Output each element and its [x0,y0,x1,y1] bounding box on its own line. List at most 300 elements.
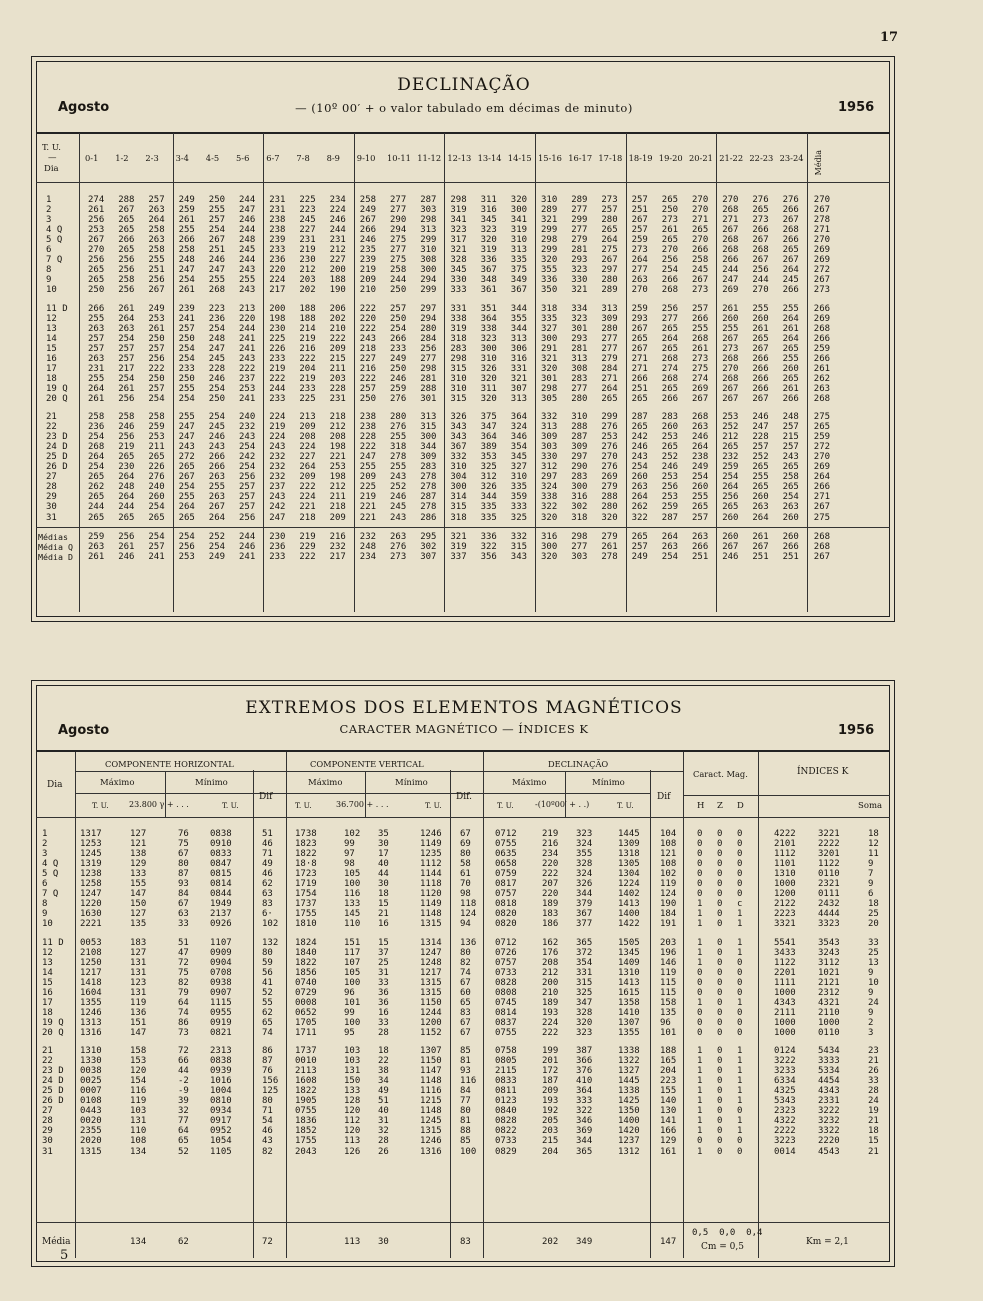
decl-value: 238 [692,452,709,463]
day-label: 23 D [42,1066,64,1077]
decl-value: 325 [480,462,497,473]
decl-value: 300 [420,432,437,443]
decl-value: 245 [390,502,407,513]
declination-value: 1318 [618,849,640,860]
decl-value: 254 [118,333,135,344]
decl-value: 236 [208,313,226,324]
carac-value: 0 [717,1056,723,1067]
decl-value: 268 [752,245,769,256]
carac-value: 0 [717,1076,723,1087]
decl-value: 324 [510,422,528,433]
decl-value: 264 [692,442,709,453]
decl-value: 318 [541,303,558,314]
decl-value: 267 [722,383,739,394]
decl-value: 361 [480,285,497,296]
decl-value: 227 [299,452,316,463]
horizontal-value: 1315 [80,1146,102,1157]
decl-value: 347 [480,422,497,433]
declination-value: 1615 [618,987,640,998]
day-label: 17 [46,363,57,374]
decl-value: 251 [208,245,226,256]
decl-value: 264 [631,492,648,503]
decl-value: 245 [782,275,799,286]
decl-value: 277 [601,343,618,354]
k-index-value: 1000 [774,987,796,998]
k-index-value: 4222 [774,829,796,839]
vertical-value: 1723 [295,869,317,880]
hour-header: 14-15 [507,153,532,163]
vertical-value: 1148 [420,909,442,920]
decl-value: 219 [359,492,377,503]
decl-value: 217 [118,363,135,374]
vertical-value: 1307 [420,1046,442,1056]
k-index-value: 4444 [818,909,840,920]
decl-value: 261 [722,303,739,314]
decl-value: 212 [329,422,346,433]
decl-value: 323 [450,225,467,236]
declination-value: 365 [576,937,593,948]
h-min-mean: 62 [178,1237,189,1247]
horizontal-value: 0919 [210,1017,232,1028]
decl-value: 319 [450,323,467,334]
decl-value: 276 [601,422,618,433]
carac-value: 0 [717,997,723,1008]
decl-value: 253 [148,313,165,324]
vertical-value: 0729 [295,987,317,998]
declination-value: 210 [542,987,559,998]
declination-value: 323 [576,829,593,839]
decl-value: 256 [420,343,437,354]
vertical-value: 1755 [295,1136,317,1147]
group-rule [626,133,627,612]
declination-value: 1425 [618,1096,640,1107]
decl-value: 316 [510,353,528,364]
decl-value: 265 [118,452,135,463]
decl-value: 219 [299,245,316,256]
decl-value: 299 [601,412,618,422]
horizontal-value: 55 [262,997,273,1008]
decl-value: 277 [571,225,588,236]
decl-value: 319 [510,225,528,236]
carac-value: 1 [737,1086,743,1097]
decl-value: 265 [88,492,105,503]
vertical-value: 93 [460,1066,471,1077]
horizontal-value: 1217 [80,967,102,978]
decl-value: 238 [269,225,286,236]
horizontal-value: 0025 [80,1076,102,1087]
day-label: 1 [46,195,52,205]
carac-value: 0 [717,869,723,880]
horizontal-value: 1317 [80,829,102,839]
summary-value: 319 [450,541,467,552]
horizontal-value: 0917 [210,1116,232,1127]
declination-value: 104 [660,829,677,839]
vertical-value: 40 [378,859,389,870]
decl-value: 257 [390,303,407,314]
vertical-value: 133 [344,899,361,910]
horizontal-value: 0814 [210,879,232,890]
decl-value: 301 [420,393,437,404]
summary-value: 315 [510,541,528,552]
summary-value: 261 [118,541,135,552]
summary-value: 261 [752,531,769,542]
carac-value: 0 [717,849,723,860]
decl-value: 251 [631,205,648,216]
decl-value: 249 [178,195,195,205]
carac-value: 1 [697,919,703,930]
decl-value: 260 [782,363,799,374]
k-index-value: 4454 [818,1076,840,1087]
decl-value: 257 [88,333,105,344]
decl-value: 230 [269,323,286,334]
horizontal-value: 64 [178,1126,189,1137]
carac-value: 0 [717,829,723,839]
decl-value: 281 [571,343,588,354]
decl-value: 221 [359,502,377,513]
decl-value: 353 [480,452,497,463]
decl-value: 244 [88,502,105,513]
decl-value: 265 [661,195,679,205]
hour-header: 20-21 [689,153,713,163]
vertical-value: 44 [378,869,389,880]
declination-value: 1400 [618,909,640,920]
carac-value: 0 [717,1066,723,1077]
vertical-value: 1246 [420,1136,442,1147]
summary-value: 259 [88,531,105,542]
decl-value: 320 [480,235,497,246]
decl-value: 321 [541,215,558,226]
k-sum-value: 25 [868,947,879,958]
decl-value: 260 [752,313,769,324]
decl-value: 276 [148,472,165,483]
decl-value: 222 [148,363,165,374]
declination-value: 387 [576,1046,593,1056]
declination-value: 0828 [495,1116,517,1127]
horizontal-value: 1310 [80,1046,102,1056]
decl-value: 250 [178,373,195,384]
vertical-value: 17 [378,849,389,860]
decl-value: 188 [329,275,346,286]
decl-value: 310 [510,472,528,483]
decl-value: 254 [722,472,739,483]
d-max-header: Máximo [512,778,547,788]
horizontal-value: 52 [178,1146,189,1157]
decl-value: 308 [571,363,588,374]
decl-value: 264 [601,235,618,246]
declination-value: 0829 [495,1146,517,1157]
k-sum-value: 24 [868,1096,879,1107]
k-index-value: 3233 [774,1066,796,1077]
decl-value: 335 [510,255,528,266]
summary-label: Médias [38,531,68,542]
decl-value: 367 [510,285,528,296]
horizontal-value: 0955 [210,1007,232,1018]
day-label: 25 D [42,1086,64,1097]
vertical-value: 1144 [420,869,442,880]
summary-value: 263 [88,541,105,552]
decl-value: 250 [148,333,165,344]
decl-mean: 273 [813,285,831,296]
dia-header: Dia [44,164,59,174]
decl-value: 266 [752,383,769,394]
summary-value: 343 [510,551,528,562]
day-label: 13 [42,957,53,968]
decl-value: 270 [692,235,709,246]
carac-value: 1 [737,909,743,920]
vertical-value: 1315 [420,919,442,930]
decl-value: 275 [692,363,709,374]
decl-value: 318 [390,442,407,453]
decl-value: 263 [752,502,769,513]
decl-value: 267 [752,255,769,266]
day-label: 22 [46,422,57,433]
vertical-value: 69 [460,839,471,850]
d-min-mean: 349 [576,1237,593,1247]
decl-value: 297 [571,452,588,463]
decl-value: 249 [390,353,407,364]
decl-value: 351 [480,303,497,314]
decl-value: 336 [480,255,497,266]
declination-value: 234 [542,849,559,860]
k-sum-value: 6 [868,889,874,900]
carac-value: 1 [737,1076,743,1087]
declination-value: 130 [660,1106,677,1117]
decl-value: 254 [118,373,135,384]
decl-value: 256 [118,265,135,276]
decl-value: 250 [88,285,105,296]
carac-value: 1 [737,937,743,948]
decl-value: 257 [782,422,799,433]
decl-value: 258 [178,245,195,256]
k-index-value: 2201 [774,967,796,978]
decl-value: 209 [329,512,346,523]
decl-value: 225 [359,482,377,493]
h-dif-mean: 72 [262,1237,273,1247]
decl-value: 231 [329,235,346,246]
decl-value: 326 [450,412,467,422]
horizontal-value: 1238 [80,869,102,880]
decl-value: 246 [329,215,346,226]
declination-value: 0757 [495,957,517,968]
decl-value: 290 [571,462,588,473]
d-dif-header: Dif [657,792,671,802]
decl-value: 268 [722,235,739,246]
decl-value: 277 [571,383,588,394]
summary-value: 233 [269,551,286,562]
decl-value: 321 [450,245,467,256]
k-index-value: 2110 [818,1007,840,1018]
decl-value: 262 [88,482,105,493]
decl-value: 211 [148,442,165,453]
horizontal-value: 131 [130,987,147,998]
decl-value: 312 [541,462,558,473]
decl-value: 246 [692,432,709,443]
decl-value: 257 [239,502,256,513]
declination-value: 354 [576,957,593,968]
declination-value: 208 [542,957,559,968]
decl-value: 212 [329,482,346,493]
vertical-value: 1824 [295,937,317,948]
hour-header: 8-9 [326,153,340,163]
k-index-value: 0110 [818,1027,840,1038]
declination-value: 344 [576,1136,593,1147]
decl-value: 246 [208,432,226,443]
horizontal-value: 156 [262,1076,279,1087]
decl-value: 265 [631,333,648,344]
h-carac-header: H [697,801,705,811]
declination-value: 140 [660,1096,677,1107]
day-label: 3 [42,849,48,860]
decl-value: 310 [450,462,467,473]
day-label: 21 [42,1046,53,1056]
decl-value: 222 [359,442,377,453]
decl-mean: 270 [813,195,831,205]
decl-value: 241 [239,333,256,344]
decl-value: 303 [541,442,558,453]
carac-value: 1 [697,937,703,948]
vertical-value: 1608 [295,1076,317,1087]
carac-value: 0 [717,839,723,850]
carac-value: 1 [697,947,703,958]
decl-value: 265 [661,323,679,334]
declination-value: 0837 [495,1017,517,1028]
horizontal-value: 52 [262,987,273,998]
decl-value: 283 [571,472,588,483]
decl-value: 293 [571,333,588,344]
h-min-header: Mínimo [195,778,228,788]
declination-value: 207 [542,879,559,890]
decl-value: 266 [359,225,377,236]
d-carac-header: D [737,801,744,811]
horizontal-value: 93 [178,879,189,890]
decl-value: 256 [661,255,679,266]
day-label: 5 Q [42,869,59,880]
decl-value: 267 [752,235,769,246]
declination-value: 166 [660,1126,677,1137]
decl-value: 258 [390,265,407,276]
decl-value: 317 [450,235,467,246]
vertical-value: 101 [344,997,361,1008]
horizontal-value: 2355 [80,1126,102,1137]
v-tu2-header: T. U. [425,801,442,810]
decl-mean: 267 [813,205,831,216]
k-index-value: 5541 [774,937,796,948]
day-label: 26 D [42,1096,64,1107]
vertical-value: 1852 [295,1126,317,1137]
decl-value: 270 [88,245,105,256]
decl-value: 265 [88,512,105,523]
decl-value: 250 [148,373,165,384]
decl-value: 253 [329,462,346,473]
decl-value: 265 [631,393,648,404]
decl-value: 313 [420,225,437,236]
declination-value: 203 [660,937,677,948]
media-label: Média [42,1237,71,1247]
decl-value: 215 [329,353,346,364]
declination-value: 205 [542,1116,559,1127]
decl-value: 315 [450,393,467,404]
vertical-value: 136 [460,937,477,948]
decl-value: 298 [541,235,558,246]
decl-value: 288 [118,195,135,205]
k-sum-value: 23 [868,1046,879,1056]
decl-value: 331 [450,303,467,314]
decl-value: 232 [269,452,286,463]
summary-value: 264 [661,531,679,542]
declination-value: 196 [660,947,677,958]
declination-value: 183 [542,909,559,920]
vertical-value: 98 [460,889,471,900]
decl-value: 266 [390,333,407,344]
declination-value: 223 [660,1076,677,1087]
carac-value: 0 [717,967,723,978]
decl-value: 268 [661,373,679,384]
declination-value: 212 [542,967,559,978]
decl-value: 280 [420,323,437,334]
summary-value: 219 [299,531,316,542]
horizontal-value: 82 [178,977,189,988]
summary-mean: 268 [813,541,831,552]
day-label: 7 Q [46,255,63,266]
declination-value: 331 [576,967,593,978]
vertical-value: 0755 [295,1106,317,1117]
decl-value: 251 [148,265,165,276]
decl-value: 266 [722,255,739,266]
k-index-value: 4321 [818,997,840,1008]
decl-value: 265 [601,393,618,404]
carac-value: 0 [717,1046,723,1056]
carac-value: 0 [717,1116,723,1127]
k-index-value: 0014 [774,1146,796,1157]
summary-mean: 267 [813,551,831,562]
declination-value: 119 [660,967,677,978]
declination-value: 215 [542,1136,559,1147]
decl-value: 264 [752,512,769,523]
d-max-min-rule [565,772,566,817]
declination-value: 172 [542,1066,559,1077]
summary-value: 321 [450,531,467,542]
carac-value: 0 [737,839,743,850]
decl-value: 231 [269,195,286,205]
decl-value: 260 [722,512,739,523]
decl-value: 190 [329,285,346,296]
h-dif-rule [253,770,254,1258]
decl-value: 293 [571,255,588,266]
decl-value: 255 [178,225,195,236]
horizontal-value: 147 [130,889,147,900]
decl-value: 299 [420,235,437,246]
decl-value: 267 [692,275,709,286]
decl-value: 228 [329,383,346,394]
decl-value: 375 [480,412,497,422]
decl-value: 215 [782,432,799,443]
horizontal-value: 1246 [80,1007,102,1018]
horizontal-value: 150 [130,899,147,910]
carac-value: 0 [717,859,723,870]
decl-value: 265 [661,442,679,453]
k-index-value: 4343 [818,1086,840,1097]
k-index-value: 3543 [818,937,840,948]
group-rule [444,133,445,612]
k-index-value: 3323 [818,919,840,930]
decl-value: 283 [450,343,467,354]
horizontal-value: 54 [262,1116,273,1127]
declination-value: 220 [542,859,559,870]
carac-value: 0 [737,977,743,988]
decl-value: 277 [661,313,679,324]
summary-value: 256 [178,541,195,552]
hour-header: 21-22 [719,153,744,163]
